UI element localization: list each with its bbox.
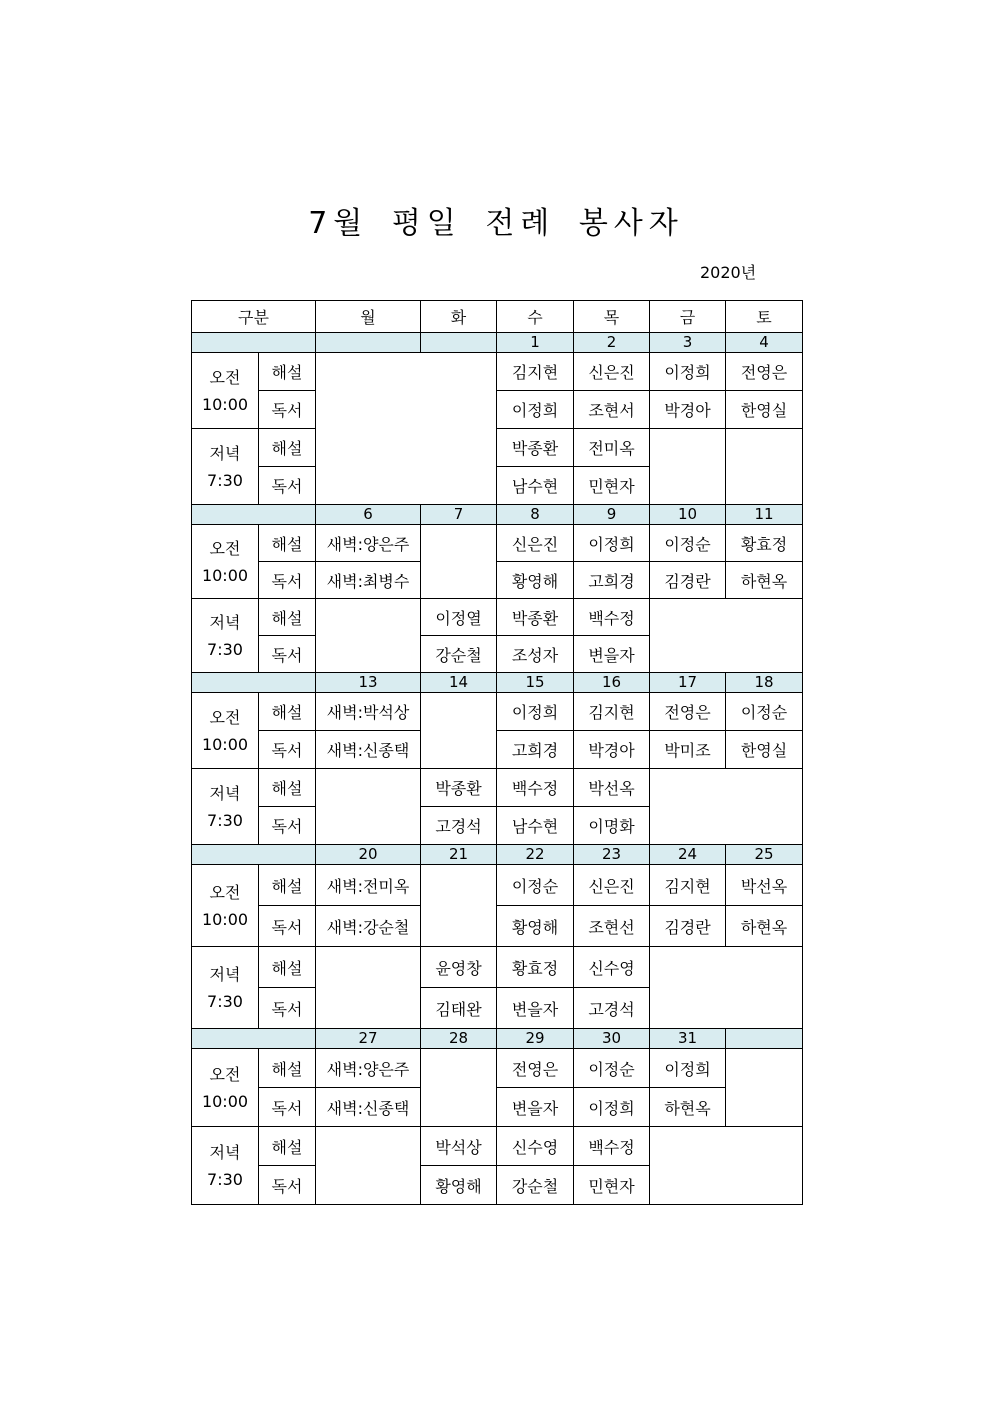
session-time: 10:00 [201, 1091, 249, 1111]
session-name: 저녁 [209, 612, 241, 632]
volunteer-cell: 황영해 [497, 906, 574, 947]
header-row [192, 301, 803, 333]
role-commentary: 해설 [259, 865, 316, 906]
volunteer-cell: 박선옥 [726, 865, 803, 906]
session-time: 10:00 [201, 909, 249, 929]
session-time: 10:00 [201, 394, 249, 414]
role-commentary: 해설 [259, 1049, 316, 1088]
volunteer-cell: 이정순 [650, 525, 726, 562]
date-cell: 7 [421, 505, 497, 525]
date-cell: 23 [574, 845, 650, 865]
volunteer-cell: 남수현 [497, 467, 574, 505]
header-wed: 수 [497, 301, 574, 333]
empty-cell [421, 525, 497, 599]
date-cell: 16 [574, 673, 650, 693]
volunteer-cell: 이정순 [574, 1049, 650, 1088]
session-name: 저녁 [209, 1142, 241, 1162]
volunteer-cell: 신은진 [574, 353, 650, 391]
empty-cell [316, 599, 421, 673]
empty-cell [316, 353, 497, 505]
empty-cell [316, 1127, 421, 1205]
volunteer-cell: 고경석 [421, 807, 497, 845]
date-cell: 31 [650, 1029, 726, 1049]
volunteer-cell: 고희경 [574, 562, 650, 599]
date-cell: 11 [726, 505, 803, 525]
session-morning [192, 525, 259, 599]
volunteer-cell: 새벽:최병수 [316, 562, 421, 599]
volunteer-cell: 이정희 [650, 1049, 726, 1088]
volunteer-cell: 박선옥 [574, 769, 650, 807]
schedule-row [192, 865, 803, 906]
schedule-row [192, 731, 803, 769]
schedule-row [192, 599, 803, 636]
date-cell: 17 [650, 673, 726, 693]
volunteer-cell: 민현자 [574, 1166, 650, 1205]
volunteer-cell: 박종환 [497, 599, 574, 636]
date-cell: 9 [574, 505, 650, 525]
session-name: 오전 [209, 538, 241, 558]
session-morning [192, 693, 259, 769]
volunteer-cell: 황효정 [497, 947, 574, 988]
volunteer-cell: 민현자 [574, 467, 650, 505]
empty-cell [650, 769, 803, 845]
role-commentary: 해설 [259, 353, 316, 391]
role-commentary: 해설 [259, 693, 316, 731]
session-name: 저녁 [209, 964, 241, 984]
role-reading: 독서 [259, 467, 316, 505]
empty-cell [316, 947, 421, 1029]
session-time: 10:00 [201, 565, 249, 585]
volunteer-cell: 조현선 [574, 906, 650, 947]
volunteer-cell: 이정희 [650, 353, 726, 391]
volunteer-cell: 김경란 [650, 562, 726, 599]
session-evening [192, 429, 259, 505]
date-cell: 27 [316, 1029, 421, 1049]
volunteer-cell: 황영해 [497, 562, 574, 599]
volunteer-cell: 백수정 [497, 769, 574, 807]
schedule-row [192, 906, 803, 947]
volunteer-cell: 새벽:신종택 [316, 731, 421, 769]
session-evening [192, 1127, 259, 1205]
volunteer-cell: 새벽:전미옥 [316, 865, 421, 906]
session-name: 저녁 [209, 443, 241, 463]
empty-cell [650, 599, 803, 673]
date-cell: 28 [421, 1029, 497, 1049]
volunteer-cell: 조성자 [497, 636, 574, 673]
schedule-row [192, 1127, 803, 1166]
date-row [192, 845, 803, 865]
date-cell: 25 [726, 845, 803, 865]
date-cell: 15 [497, 673, 574, 693]
role-reading: 독서 [259, 807, 316, 845]
empty-cell [421, 865, 497, 947]
role-reading: 독서 [259, 391, 316, 429]
page-title: 7월 평일 전례 봉사자 [308, 206, 684, 241]
year-label: 2020년 [700, 263, 757, 282]
volunteer-cell: 이정희 [574, 525, 650, 562]
header-category: 구분 [192, 301, 316, 333]
volunteer-cell: 박종환 [421, 769, 497, 807]
date-cell [726, 1029, 803, 1049]
date-cell [421, 333, 497, 353]
date-cell: 3 [650, 333, 726, 353]
date-cell: 30 [574, 1029, 650, 1049]
header-thu: 목 [574, 301, 650, 333]
role-reading: 독서 [259, 731, 316, 769]
date-row [192, 673, 803, 693]
session-morning [192, 353, 259, 429]
volunteer-cell: 하현옥 [726, 562, 803, 599]
volunteer-cell: 황효정 [726, 525, 803, 562]
role-reading: 독서 [259, 988, 316, 1029]
volunteer-cell: 고희경 [497, 731, 574, 769]
volunteer-cell: 이정희 [497, 693, 574, 731]
session-evening [192, 947, 259, 1029]
header-tue: 화 [421, 301, 497, 333]
volunteer-cell: 이정희 [574, 1088, 650, 1127]
session-morning [192, 1049, 259, 1127]
session-time: 7:30 [207, 470, 243, 490]
schedule-row [192, 562, 803, 599]
date-cell: 8 [497, 505, 574, 525]
session-name: 저녁 [209, 783, 241, 803]
volunteer-cell: 남수현 [497, 807, 574, 845]
date-cell: 1 [497, 333, 574, 353]
date-cell: 29 [497, 1029, 574, 1049]
volunteer-cell: 이정열 [421, 599, 497, 636]
volunteer-cell: 김태완 [421, 988, 497, 1029]
date-cell: 21 [421, 845, 497, 865]
volunteer-cell: 새벽:강순철 [316, 906, 421, 947]
session-name: 오전 [209, 1064, 241, 1084]
role-commentary: 해설 [259, 429, 316, 467]
empty-cell [726, 429, 803, 505]
session-name: 오전 [209, 707, 241, 727]
date-cell [316, 333, 421, 353]
volunteer-cell: 변을자 [497, 988, 574, 1029]
volunteer-cell: 한영실 [726, 731, 803, 769]
volunteer-cell: 고경석 [574, 988, 650, 1029]
session-time: 7:30 [207, 1169, 243, 1189]
schedule-row [192, 693, 803, 731]
volunteer-cell: 전영은 [497, 1049, 574, 1088]
session-evening [192, 769, 259, 845]
date-cell: 10 [650, 505, 726, 525]
date-row-spacer [192, 1029, 316, 1049]
schedule-row [192, 525, 803, 562]
volunteer-cell: 조현서 [574, 391, 650, 429]
schedule-row [192, 353, 803, 391]
schedule-row [192, 1049, 803, 1088]
empty-cell [650, 947, 803, 1029]
date-cell: 13 [316, 673, 421, 693]
volunteer-cell: 강순철 [497, 1166, 574, 1205]
empty-cell [650, 429, 726, 505]
volunteer-cell: 신수영 [497, 1127, 574, 1166]
date-cell: 24 [650, 845, 726, 865]
volunteer-cell: 전영은 [650, 693, 726, 731]
volunteer-cell: 새벽:박석상 [316, 693, 421, 731]
volunteer-cell: 한영실 [726, 391, 803, 429]
empty-cell [316, 769, 421, 845]
date-cell: 2 [574, 333, 650, 353]
volunteer-cell: 박경아 [574, 731, 650, 769]
volunteer-cell: 하현옥 [726, 906, 803, 947]
session-time: 7:30 [207, 639, 243, 659]
role-reading: 독서 [259, 1166, 316, 1205]
schedule-table [191, 300, 803, 1205]
role-reading: 독서 [259, 636, 316, 673]
volunteer-cell: 황영해 [421, 1166, 497, 1205]
volunteer-cell: 김경란 [650, 906, 726, 947]
empty-cell [421, 1049, 497, 1127]
volunteer-cell: 이명화 [574, 807, 650, 845]
session-name: 오전 [209, 367, 241, 387]
date-row [192, 505, 803, 525]
header-mon: 월 [316, 301, 421, 333]
date-cell: 22 [497, 845, 574, 865]
date-row [192, 333, 803, 353]
volunteer-cell: 박종환 [497, 429, 574, 467]
date-cell: 14 [421, 673, 497, 693]
volunteer-cell: 새벽:신종택 [316, 1088, 421, 1127]
schedule-row [192, 947, 803, 988]
date-row-spacer [192, 333, 316, 353]
volunteer-cell: 새벽:양은주 [316, 525, 421, 562]
date-cell: 18 [726, 673, 803, 693]
volunteer-cell: 박미조 [650, 731, 726, 769]
volunteer-cell: 하현옥 [650, 1088, 726, 1127]
session-morning [192, 865, 259, 947]
date-row-spacer [192, 505, 316, 525]
volunteer-cell: 전영은 [726, 353, 803, 391]
session-evening [192, 599, 259, 673]
volunteer-cell: 신수영 [574, 947, 650, 988]
volunteer-cell: 박석상 [421, 1127, 497, 1166]
role-reading: 독서 [259, 1088, 316, 1127]
volunteer-cell: 김지현 [497, 353, 574, 391]
date-row [192, 1029, 803, 1049]
session-time: 7:30 [207, 991, 243, 1011]
volunteer-cell: 백수정 [574, 1127, 650, 1166]
session-time: 7:30 [207, 810, 243, 830]
empty-cell [421, 693, 497, 769]
volunteer-cell: 신은진 [497, 525, 574, 562]
date-cell: 20 [316, 845, 421, 865]
schedule-row [192, 1088, 803, 1127]
date-cell: 6 [316, 505, 421, 525]
role-reading: 독서 [259, 562, 316, 599]
date-row-spacer [192, 845, 316, 865]
session-time: 10:00 [201, 734, 249, 754]
schedule-row [192, 391, 803, 429]
schedule-row [192, 429, 803, 467]
role-commentary: 해설 [259, 769, 316, 807]
volunteer-cell: 김지현 [574, 693, 650, 731]
volunteer-cell: 이정희 [497, 391, 574, 429]
volunteer-cell: 신은진 [574, 865, 650, 906]
volunteer-cell: 김지현 [650, 865, 726, 906]
role-commentary: 해설 [259, 1127, 316, 1166]
role-commentary: 해설 [259, 525, 316, 562]
volunteer-cell: 박경아 [650, 391, 726, 429]
volunteer-cell: 강순철 [421, 636, 497, 673]
role-commentary: 해설 [259, 947, 316, 988]
empty-cell [726, 1049, 803, 1127]
volunteer-cell: 변을자 [574, 636, 650, 673]
volunteer-cell: 새벽:양은주 [316, 1049, 421, 1088]
date-row-spacer [192, 673, 316, 693]
role-reading: 독서 [259, 906, 316, 947]
session-name: 오전 [209, 882, 241, 902]
volunteer-cell: 이정순 [497, 865, 574, 906]
role-commentary: 해설 [259, 599, 316, 636]
date-cell: 4 [726, 333, 803, 353]
volunteer-cell: 변을자 [497, 1088, 574, 1127]
volunteer-cell: 백수정 [574, 599, 650, 636]
volunteer-cell: 이정순 [726, 693, 803, 731]
header-sat: 토 [726, 301, 803, 333]
schedule-row [192, 769, 803, 807]
volunteer-cell: 전미옥 [574, 429, 650, 467]
header-fri: 금 [650, 301, 726, 333]
volunteer-cell: 윤영창 [421, 947, 497, 988]
empty-cell [650, 1127, 803, 1205]
